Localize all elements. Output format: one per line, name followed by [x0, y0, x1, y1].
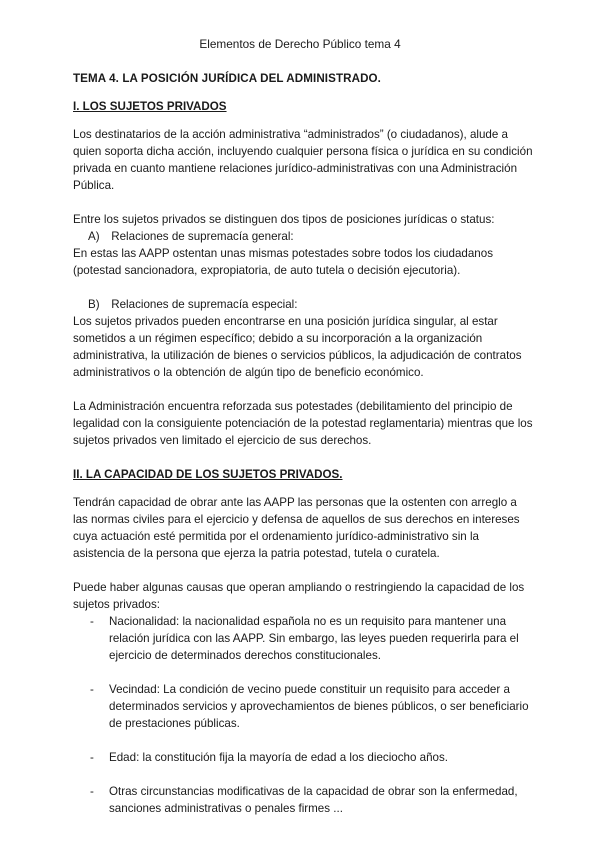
paragraph-supremacia-general: En estas las AAPP ostentan unas mismas potestades sobre todos los ciudadanos (potestad sancionadora, expropiatoria, de auto tutela o decisión ejecutoria).	[73, 247, 493, 277]
paragraph-intro-status: Entre los sujetos privados se distinguen dos tipos de posiciones jurídicas o status:	[73, 213, 495, 226]
list-item	[73, 681, 533, 732]
subheading-label: A)	[88, 230, 100, 243]
document-title: TEMA 4. LA POSICIÓN JURÍDICA DEL ADMINISTRADO.	[73, 72, 381, 85]
subheading-text: Relaciones de supremacía especial:	[111, 298, 298, 311]
paragraph-supremacia-especial: Los sujetos privados pueden encontrarse en una posición jurídica singular, al estar sometidos a un régimen específico; debido a su incorporación a la organización administrativa, la utilización de bienes o servicios públicos, la adjudicación de contratos administrativos o la obtención de algún tipo de beneficio económico.	[73, 315, 522, 379]
paragraph-causas: Puede haber algunas causas que operan ampliando o restringiendo la capacidad de los sujetos privados:	[73, 581, 525, 611]
dash-bullet: -	[90, 785, 94, 798]
list-item-text: Vecindad: La condición de vecino puede constituir un requisito para acceder a determinados servicios y aprovechamientos de bienes públicos, o ser beneficiario de prestaciones públicas.	[109, 683, 529, 730]
list-item-text: Otras circunstancias modificativas de la capacidad de obrar son la enfermedad, sanciones administrativas o penales firmes ...	[109, 785, 518, 815]
dash-bullet: -	[90, 683, 94, 696]
list-item-text: Nacionalidad: la nacionalidad española no es un requisito para mantener una relación jurídica con las AAPP. Sin embargo, las leyes pueden requerirla para el ejercicio de determinados derechos constitucionales.	[109, 615, 519, 662]
paragraph-administracion: La Administración encuentra reforzada sus potestades (debilitamiento del principio de legalidad con la consiguiente potenciación de la potestad reglamentaria) mientras que los sujetos privados ven limitado el ejercicio de sus derechos.	[73, 400, 533, 447]
list-item	[73, 783, 533, 817]
subheading-label: B)	[88, 298, 100, 311]
list-item	[73, 613, 533, 664]
paragraph-destinatarios: Los destinatarios de la acción administrativa “administrados” (o ciudadanos), alude a quien soporta dicha acción, incluyendo cualquier persona física o jurídica en su condición privada en cuanto mantiene relaciones jurídico-administrativas con una Administración Pública.	[73, 128, 533, 192]
subheading-supremacia-especial	[73, 296, 533, 313]
subheading-supremacia-general	[73, 228, 533, 245]
subheading-text: Relaciones de supremacía general:	[111, 230, 294, 243]
causas-list	[73, 613, 533, 817]
dash-bullet: -	[90, 615, 94, 628]
paragraph-capacidad: Tendrán capacidad de obrar ante las AAPP las personas que la ostenten con arreglo a las normas civiles para el ejercicio y defensa de aquellos de sus derechos en intereses cuya actuación esté permitida por el ordenamiento jurídico-administrativo sin la asistencia de la persona que ejerza la patria potestad, tutela o curatela.	[73, 496, 520, 560]
dash-bullet: -	[90, 751, 94, 764]
section-heading-1: I. LOS SUJETOS PRIVADOS	[73, 100, 227, 113]
document-body	[73, 70, 533, 834]
page-header: Elementos de Derecho Público tema 4	[199, 37, 401, 51]
section-heading-2: II. LA CAPACIDAD DE LOS SUJETOS PRIVADOS.	[73, 468, 343, 481]
list-item	[73, 749, 533, 766]
list-item-text: Edad: la constitución fija la mayoría de edad a los dieciocho años.	[109, 751, 449, 764]
